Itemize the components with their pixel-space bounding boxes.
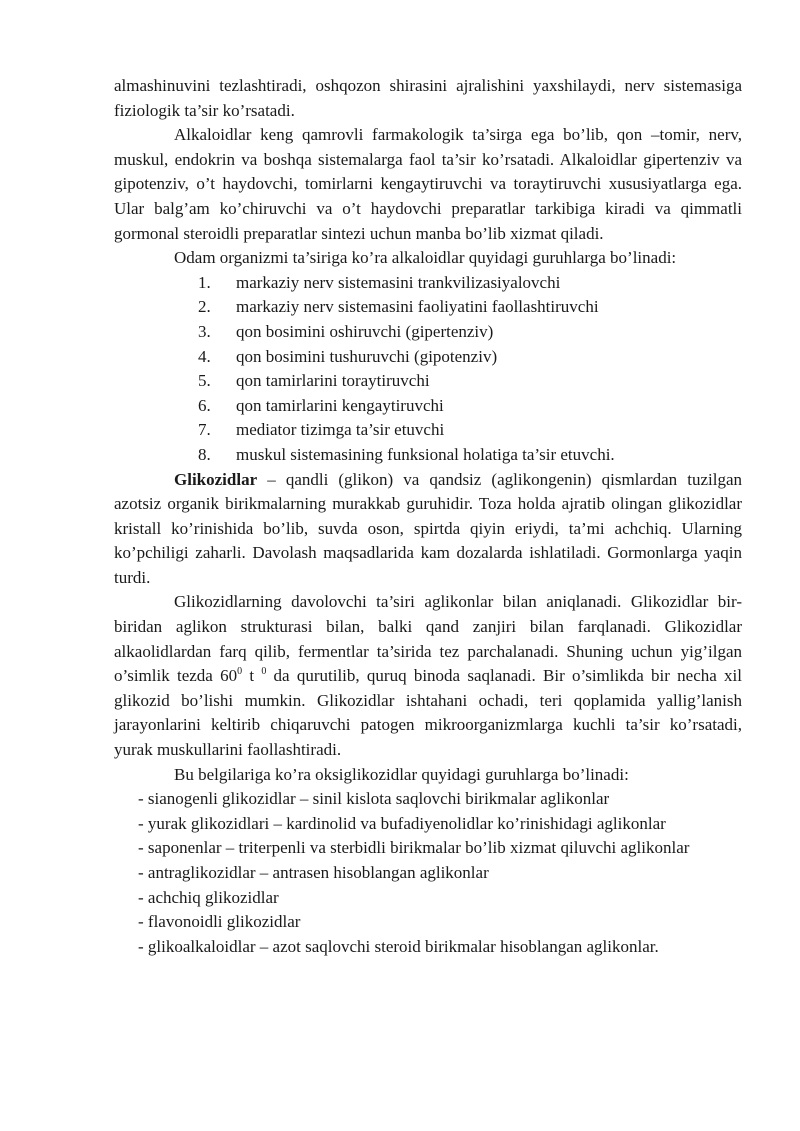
superscript: 0	[237, 665, 243, 677]
list-number: 8.	[198, 444, 211, 464]
list-item-text: qon tamirlarini toraytiruvchi	[236, 371, 430, 391]
list-item: - flavonoidli glikozidlar	[138, 912, 301, 932]
list-item: - yurak glikozidlari – kardinolid va bufadiyenolidlar ko’rinishidagi aglikonlar	[138, 813, 666, 833]
list-number: 3.	[198, 321, 211, 341]
list-item-text: mediator tizimga ta’sir etuvchi	[236, 420, 445, 440]
list-item: - antraglikozidlar – antrasen hisoblangan aglikonlar	[138, 863, 489, 882]
list-item-text: markaziy nerv sistemasini trankvilizasiyalovchi	[236, 272, 561, 292]
list-item: - glikoalkaloidlar – azot saqlovchi steroid birikmalar hisoblangan aglikonlar.	[138, 936, 659, 956]
list-item	[114, 443, 742, 468]
list-item: - achchiq glikozidlar	[138, 887, 279, 907]
alkaloid-list-intro: Odam organizmi ta’siriga ko’ra alkaloidlar quyidagi guruhlarga bo’linadi:	[174, 248, 677, 268]
paragraph-continuation: almashinuvini tezlashtiradi, oshqozon shirasini ajralishini yaxshilaydi, nerv sistemasiga fiziologik ta’sir ko’rsatadi.	[114, 76, 742, 120]
list-item-text: qon bosimini tushuruvchi (gipotenziv)	[236, 346, 498, 366]
list-item	[114, 369, 742, 394]
list-item	[114, 320, 742, 345]
list-item-text: qon tamirlarini kengaytiruvchi	[236, 395, 444, 415]
list-item-text: markaziy nerv sistemasini faoliyatini faollashtiruvchi	[236, 297, 599, 317]
alkaloid-groups-list	[114, 271, 742, 468]
list-item: - saponenlar – triterpenli va sterbidli birikmalar bo’lib xizmat qiluvchi aglikonlar	[138, 838, 690, 858]
term-glycosides: Glikozidlar	[174, 469, 258, 489]
list-item: - sianogenli glikozidlar – sinil kislota saqlovchi birikmalar aglikonlar	[138, 789, 610, 809]
glycoside-list-intro: Bu belgilariga ko’ra oksiglikozidlar quyidagi guruhlarga bo’linadi:	[174, 764, 629, 784]
list-number: 4.	[198, 346, 211, 366]
list-item	[114, 295, 742, 320]
superscript: 0	[261, 665, 267, 677]
list-item-text: muskul sistemasining funksional holatiga ta’sir etuvchi.	[236, 444, 615, 464]
paragraph-glycosides-action	[114, 590, 742, 762]
text-segment: t	[242, 666, 262, 686]
list-item-text: qon bosimini oshiruvchi (gipertenziv)	[236, 321, 494, 341]
paragraph-glycosides-definition	[114, 468, 742, 591]
list-number: 2.	[198, 297, 211, 317]
text-segment: da qurutilib, quruq binoda saqlanadi. Bir o’simlikda bir necha xil glikozid bo’lishi mumkin. Glikozidlar ishtahani ochadi, teri qoplamida yallig’lanish jarayonlarini keltirib chiqaruvchi patogen mikroorganizmlarga kuchli ta’sir ko’rsatadi, yurak muskullarini faollashtiradi.	[114, 666, 742, 760]
list-item	[114, 394, 742, 419]
list-item	[114, 271, 742, 296]
list-item	[114, 345, 742, 370]
list-number: 1.	[198, 272, 211, 292]
list-number: 6.	[198, 395, 211, 415]
glycoside-groups-list	[114, 787, 742, 959]
paragraph-alkaloid-effects: Alkaloidlar keng qamrovli farmakologik ta’sirga ega bo’lib, qon –tomir, nerv, muskul, endokrin va boshqa sistemalarga faol ta’sir ko’rsatadi. Alkaloidlar gipertenziv va gipotenziv, o’t haydovchi, tomirlarni kengaytiruvchi va toraytiruvchi xususiyatlarga ega. Ular balg’am ko’chiruvchi va o’t haydovchi preparatlar tarkibiga kiradi va qimmatli gormonal steroidli preparatlar sintezi uchun manba bo’lib xizmat qiladi.	[114, 125, 742, 243]
text-segment: Glikozidlarning davolovchi ta’siri aglikonlar bilan aniqlanadi. Glikozidlar bir-biridan aglikon strukturasi bilan, balki qand zanjiri bilan farqlanadi. Glikozidlar alkaolidlardan farq qilib, fermentlar ta’sirida tez parchalanadi. Shuning uchun yig’ilgan o’simlik tezda 60	[114, 592, 742, 686]
glycosides-definition-text: – qandli (glikon) va qandsiz (aglikongenin) qismlardan tuzilgan azotsiz organik birikmalarning murakkab guruhidir. Toza holda ajratib olingan glikozidlar kristall ko’rinishida bo’lib, suvda oson, spirtda qiyin eriydi, ta’mi achchiq. Ularning ko’pchiligi zaharli. Davolash maqsadlarida kam dozalarda ishlatiladi. Gormonlarga yaqin turdi.	[114, 469, 742, 587]
list-number: 7.	[198, 420, 211, 440]
list-item	[114, 418, 742, 443]
list-number: 5.	[198, 371, 211, 391]
